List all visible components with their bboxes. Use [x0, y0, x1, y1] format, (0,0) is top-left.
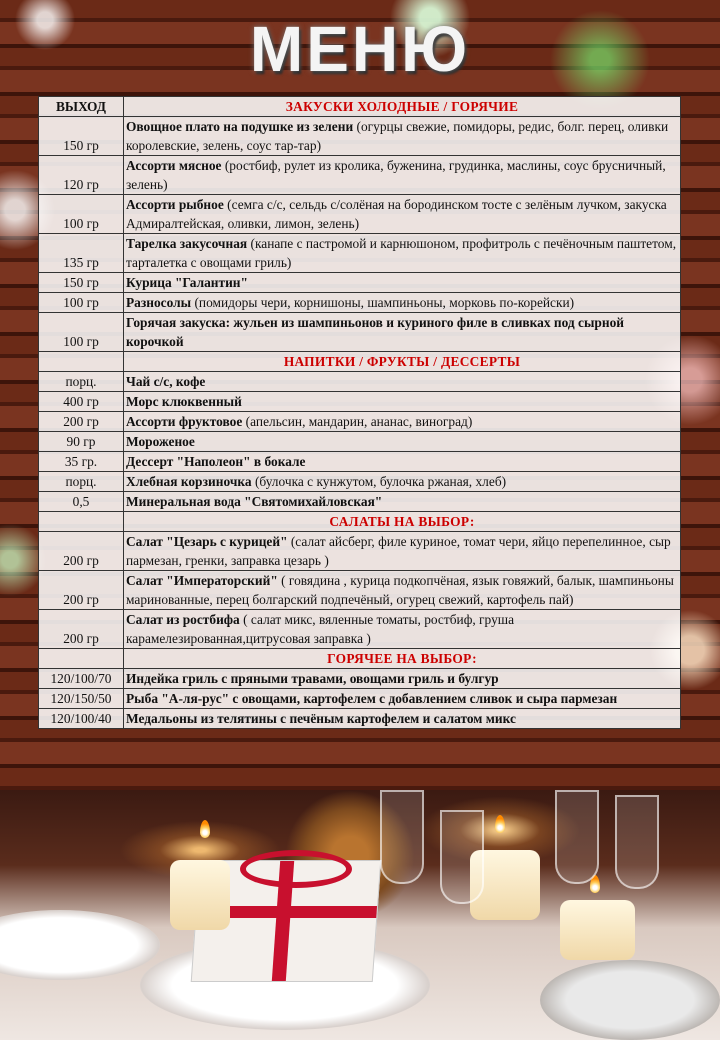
candle: [170, 860, 230, 930]
menu-item-qty: 120/100/40: [39, 709, 124, 729]
menu-item-qty: 120 гр: [39, 156, 124, 195]
menu-row: [39, 452, 681, 472]
wine-glass: [440, 810, 484, 904]
menu-item-cell: [124, 709, 681, 729]
menu-item-name: Мороженое: [126, 434, 195, 449]
menu-row: [39, 432, 681, 452]
menu-item-description: (ростбиф, рулет из кролика, буженина, грудинка, маслины, соус брусничный, зелень): [126, 158, 666, 192]
section-salads: [39, 532, 681, 649]
menu-item-name: Медальоны из телятины с печёным картофелем и салатом микс: [126, 711, 516, 726]
wine-glass: [380, 790, 424, 884]
plate: [0, 910, 160, 980]
menu-item-cell: [124, 492, 681, 512]
menu-row: [39, 156, 681, 195]
empty-cell: [39, 352, 124, 372]
menu-item-description: (булочка с кунжутом, булочка ржаная, хлеб): [251, 474, 507, 489]
candle-flame: [200, 820, 210, 838]
menu-item-name: Ассорти фруктовое: [126, 414, 243, 429]
menu-item-name: Ассорти мясное: [126, 158, 222, 173]
menu-item-cell: [124, 412, 681, 432]
menu-item-cell: [124, 234, 681, 273]
menu-row: [39, 392, 681, 412]
menu-item-qty: 100 гр: [39, 313, 124, 352]
section-header-row: [39, 649, 681, 669]
candle-flame: [495, 815, 505, 833]
menu-item-qty: порц.: [39, 372, 124, 392]
section-hot: [39, 669, 681, 729]
menu-item-name: Ассорти рыбное: [126, 197, 224, 212]
menu-item-qty: 90 гр: [39, 432, 124, 452]
menu-item-cell: [124, 273, 681, 293]
menu-item-cell: [124, 610, 681, 649]
menu-item-name: Морс клюквенный: [126, 394, 242, 409]
menu-row: [39, 313, 681, 352]
menu-item-name: Минеральная вода "Святомихайловская": [126, 494, 383, 509]
menu-item-name: Хлебная корзиночка: [126, 474, 252, 489]
menu-item-cell: [124, 293, 681, 313]
menu-item-description: (помидоры чери, корнишоны, шампиньоны, морковь по-корейски): [191, 295, 575, 310]
wine-glass: [555, 790, 599, 884]
menu-item-description: (канапе с пастромой и карнюшоном, профитроль с печёночным паштетом, тарталетка с овощами гриль): [126, 236, 677, 270]
section-title-salads: САЛАТЫ НА ВЫБОР:: [124, 512, 681, 532]
empty-cell: [39, 512, 124, 532]
menu-item-cell: [124, 689, 681, 709]
menu-item-name: Салат из ростбифа: [126, 612, 240, 627]
menu-item-name: Курица "Галантин": [126, 275, 248, 290]
menu-item-cell: [124, 452, 681, 472]
menu-item-qty: 200 гр: [39, 610, 124, 649]
bowl: [540, 960, 720, 1040]
menu-row: [39, 669, 681, 689]
menu-item-cell: [124, 669, 681, 689]
table-header-row: [39, 97, 681, 117]
menu-item-qty: 120/100/70: [39, 669, 124, 689]
menu-row: [39, 532, 681, 571]
menu-item-qty: 120/150/50: [39, 689, 124, 709]
section-title-hot: ГОРЯЧЕЕ НА ВЫБОР:: [124, 649, 681, 669]
menu-row: [39, 571, 681, 610]
menu-item-description: (семга с/с, сельдь с/солёная на бородинском тосте с зелёным лучком, закуска Адмиралтейская, оливки, лимон, зелень): [126, 197, 667, 231]
section-header-row: [39, 512, 681, 532]
menu-item-cell: [124, 532, 681, 571]
menu-row: [39, 709, 681, 729]
menu-item-qty: 100 гр: [39, 293, 124, 313]
menu-row: [39, 472, 681, 492]
menu-item-qty: 200 гр: [39, 412, 124, 432]
menu-item-qty: 150 гр: [39, 273, 124, 293]
menu-item-name: Овощное плато на подушке из зелени: [126, 119, 354, 134]
menu-item-qty: 100 гр: [39, 195, 124, 234]
menu-item-qty: порц.: [39, 472, 124, 492]
menu-item-name: Индейка гриль с пряными травами, овощами гриль и булгур: [126, 671, 499, 686]
menu-item-name: Салат "Императорский": [126, 573, 278, 588]
menu-item-name: Разносолы: [126, 295, 192, 310]
menu-item-cell: [124, 195, 681, 234]
menu-item-cell: [124, 472, 681, 492]
section-header-row: [39, 352, 681, 372]
menu-item-description: (огурцы свежие, помидоры, редис, болг. перец, оливки королевские, зелень, соус тар-тар): [126, 119, 669, 153]
menu-table: [38, 96, 681, 729]
candle: [560, 900, 635, 960]
menu-item-qty: 0,5: [39, 492, 124, 512]
menu-item-name: Салат "Цезарь с курицей": [126, 534, 288, 549]
qty-column-header: ВЫХОД: [39, 97, 124, 117]
menu-item-cell: [124, 117, 681, 156]
menu-item-name: Горячая закуска: жульен из шампиньонов и куриного филе в сливках под сырной корочкой: [126, 315, 625, 349]
menu-item-cell: [124, 392, 681, 412]
menu-row: [39, 293, 681, 313]
menu-item-description: (салат айсберг, филе куриное, томат чери, яйцо перепелинное, сыр пармезан, гренки, заправка цезарь ): [126, 534, 671, 568]
menu-item-description: ( салат микс, вяленные томаты, ростбиф, груша карамелезированная,цитрусовая заправка ): [126, 612, 515, 646]
menu-row: [39, 610, 681, 649]
menu-item-name: Тарелка закусочная: [126, 236, 248, 251]
menu-item-qty: 35 гр.: [39, 452, 124, 472]
menu-item-cell: [124, 372, 681, 392]
menu-row: [39, 372, 681, 392]
menu-title: МЕНЮ: [249, 13, 471, 85]
menu-item-cell: [124, 432, 681, 452]
festive-table-photo: [0, 790, 720, 1040]
menu-item-name: Чай с/с, кофе: [126, 374, 206, 389]
section-title-drinks: НАПИТКИ / ФРУКТЫ / ДЕССЕРТЫ: [124, 352, 681, 372]
menu-item-cell: [124, 156, 681, 195]
section-appetizers: [39, 117, 681, 352]
menu-row: [39, 234, 681, 273]
empty-cell: [39, 649, 124, 669]
menu-item-description: ( говядина , курица подкопчёная, язык говяжий, балык, шампиньоны маринованные, перец болгарский подпечёный, огурец свежий, картофель пай): [126, 573, 674, 607]
menu-item-name: Рыба "А-ля-рус" с овощами, картофелем с добавлением сливок и сыра пармезан: [126, 691, 618, 706]
menu-row: [39, 117, 681, 156]
gift-bow: [240, 850, 352, 888]
wine-glass: [615, 795, 659, 889]
menu-row: [39, 689, 681, 709]
menu-item-qty: 135 гр: [39, 234, 124, 273]
menu-item-qty: 400 гр: [39, 392, 124, 412]
menu-row: [39, 492, 681, 512]
menu-item-qty: 150 гр: [39, 117, 124, 156]
menu-item-cell: [124, 571, 681, 610]
section-title-appetizers: ЗАКУСКИ ХОЛОДНЫЕ / ГОРЯЧИЕ: [124, 97, 681, 117]
menu-item-name: Дессерт "Наполеон" в бокале: [126, 454, 306, 469]
menu-item-description: (апельсин, мандарин, ананас, виноград): [242, 414, 473, 429]
menu-item-cell: [124, 313, 681, 352]
menu-row: [39, 195, 681, 234]
menu-item-qty: 200 гр: [39, 532, 124, 571]
menu-row: [39, 412, 681, 432]
section-drinks: [39, 372, 681, 512]
menu-row: [39, 273, 681, 293]
menu-item-qty: 200 гр: [39, 571, 124, 610]
